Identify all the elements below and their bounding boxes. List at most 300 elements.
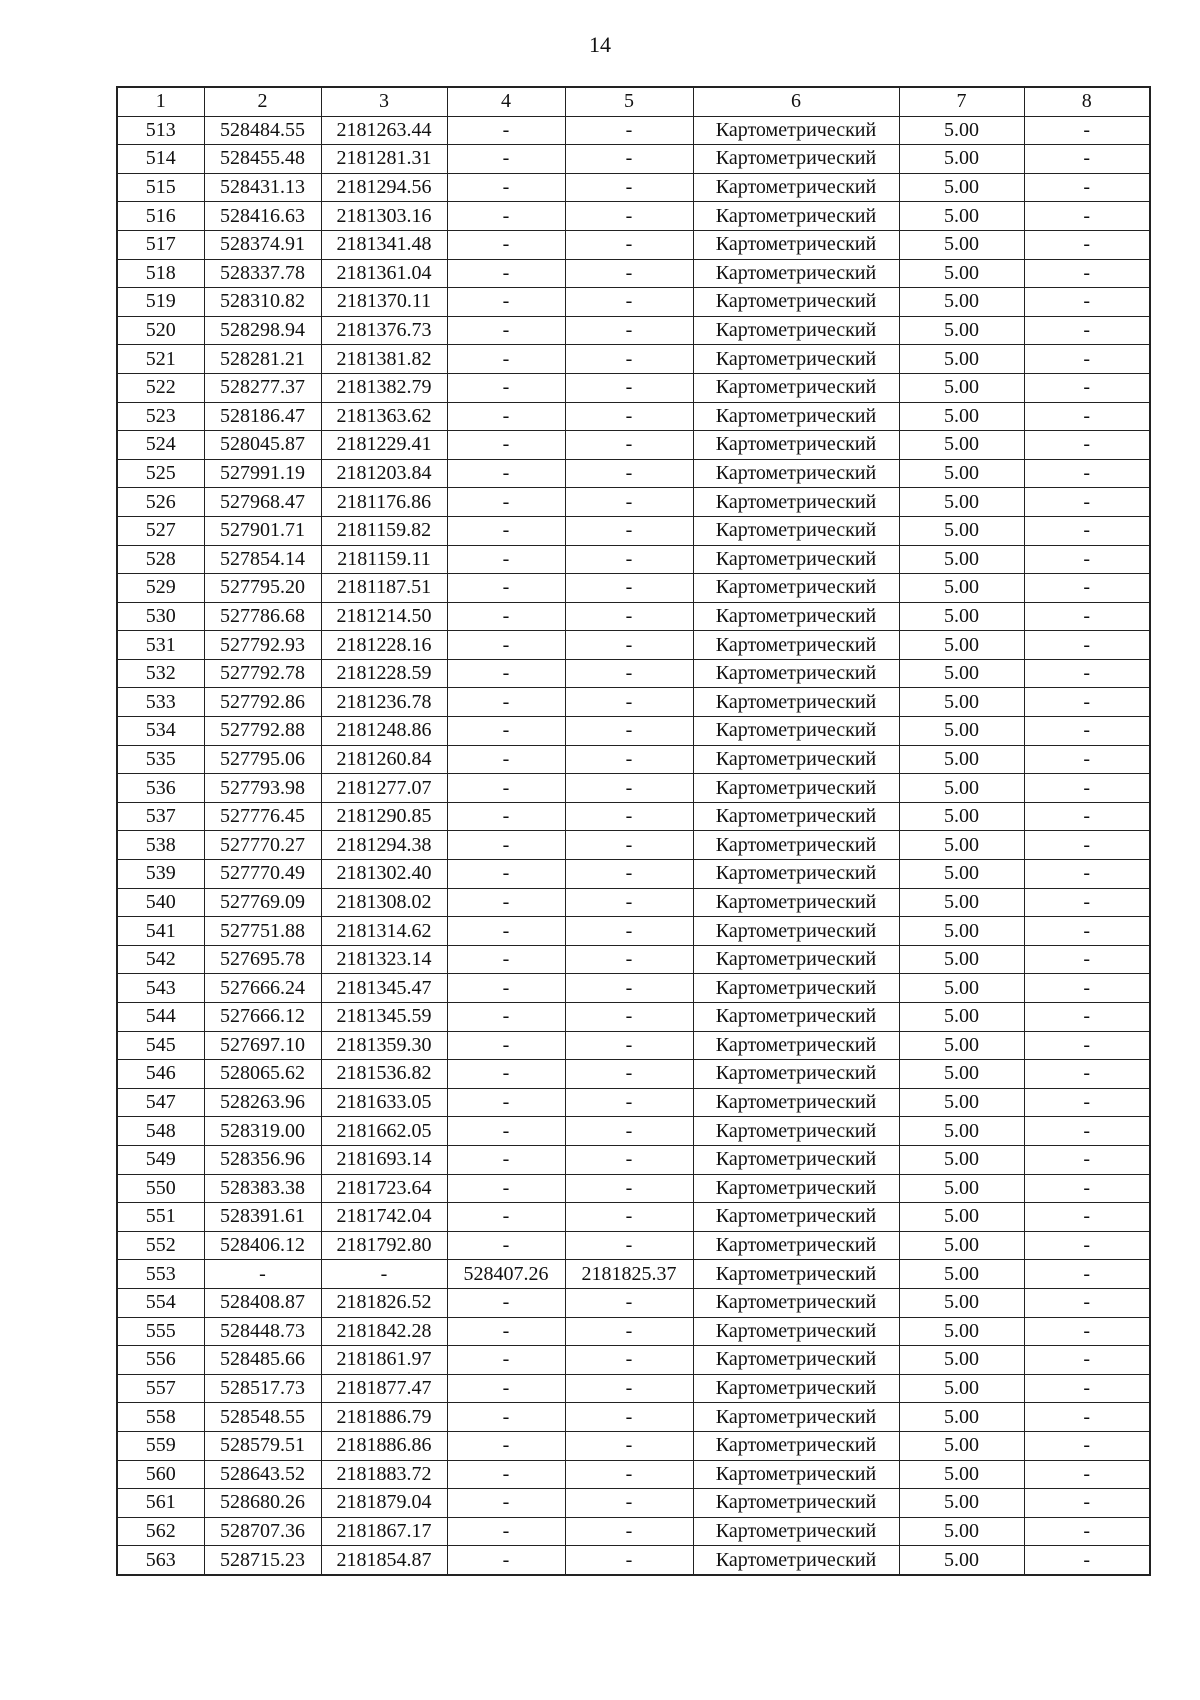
method-cell: Картометрический	[693, 1031, 899, 1060]
y-coord-cell: 2181187.51	[321, 574, 447, 603]
y-new-coord-cell: -	[565, 974, 693, 1003]
x-coord-cell: 528186.47	[204, 402, 321, 431]
method-cell: Картометрический	[693, 1374, 899, 1403]
x-new-coord-cell: -	[447, 1489, 565, 1518]
description-cell: -	[1024, 888, 1150, 917]
accuracy-cell: 5.00	[899, 1374, 1024, 1403]
method-cell: Картометрический	[693, 345, 899, 374]
accuracy-cell: 5.00	[899, 516, 1024, 545]
y-coord-cell: 2181361.04	[321, 259, 447, 288]
method-cell: Картометрический	[693, 1060, 899, 1089]
x-new-coord-cell: -	[447, 516, 565, 545]
y-coord-cell: 2181886.86	[321, 1431, 447, 1460]
y-coord-cell: 2181363.62	[321, 402, 447, 431]
y-coord-cell: 2181228.16	[321, 631, 447, 660]
accuracy-cell: 5.00	[899, 574, 1024, 603]
point-number-cell: 522	[117, 373, 204, 402]
x-coord-cell: 528406.12	[204, 1231, 321, 1260]
x-new-coord-cell: -	[447, 745, 565, 774]
description-cell: -	[1024, 1174, 1150, 1203]
point-number-cell: 516	[117, 202, 204, 231]
table-header-row	[117, 87, 1150, 116]
point-number-cell: 542	[117, 945, 204, 974]
method-cell: Картометрический	[693, 1431, 899, 1460]
description-cell: -	[1024, 145, 1150, 174]
method-cell: Картометрический	[693, 631, 899, 660]
point-number-cell: 518	[117, 259, 204, 288]
accuracy-cell: 5.00	[899, 345, 1024, 374]
description-cell: -	[1024, 717, 1150, 746]
method-cell: Картометрический	[693, 145, 899, 174]
y-coord-cell: 2181742.04	[321, 1203, 447, 1232]
table-row	[117, 1145, 1150, 1174]
x-coord-cell: 528485.66	[204, 1346, 321, 1375]
accuracy-cell: 5.00	[899, 1546, 1024, 1575]
table-row	[117, 431, 1150, 460]
y-new-coord-cell: -	[565, 259, 693, 288]
point-number-cell: 540	[117, 888, 204, 917]
accuracy-cell: 5.00	[899, 173, 1024, 202]
header-cell: 3	[321, 87, 447, 116]
table-row	[117, 116, 1150, 145]
y-new-coord-cell: -	[565, 1145, 693, 1174]
table-row	[117, 602, 1150, 631]
y-coord-cell: 2181236.78	[321, 688, 447, 717]
method-cell: Картометрический	[693, 860, 899, 889]
accuracy-cell: 5.00	[899, 860, 1024, 889]
table-row	[117, 488, 1150, 517]
y-coord-cell: 2181693.14	[321, 1145, 447, 1174]
description-cell: -	[1024, 1517, 1150, 1546]
accuracy-cell: 5.00	[899, 802, 1024, 831]
x-new-coord-cell: -	[447, 145, 565, 174]
x-new-coord-cell: -	[447, 1117, 565, 1146]
accuracy-cell: 5.00	[899, 1145, 1024, 1174]
x-coord-cell: 527697.10	[204, 1031, 321, 1060]
y-coord-cell: 2181176.86	[321, 488, 447, 517]
y-new-coord-cell: -	[565, 945, 693, 974]
y-new-coord-cell: -	[565, 545, 693, 574]
method-cell: Картометрический	[693, 1260, 899, 1289]
point-number-cell: 561	[117, 1489, 204, 1518]
header-cell: 7	[899, 87, 1024, 116]
description-cell: -	[1024, 173, 1150, 202]
x-coord-cell: 528277.37	[204, 373, 321, 402]
description-cell: -	[1024, 1403, 1150, 1432]
accuracy-cell: 5.00	[899, 1260, 1024, 1289]
method-cell: Картометрический	[693, 1231, 899, 1260]
method-cell: Картометрический	[693, 802, 899, 831]
accuracy-cell: 5.00	[899, 602, 1024, 631]
point-number-cell: 560	[117, 1460, 204, 1489]
point-number-cell: 562	[117, 1517, 204, 1546]
accuracy-cell: 5.00	[899, 1431, 1024, 1460]
method-cell: Картометрический	[693, 488, 899, 517]
x-coord-cell: 528431.13	[204, 173, 321, 202]
y-coord-cell: 2181281.31	[321, 145, 447, 174]
description-cell: -	[1024, 1203, 1150, 1232]
x-new-coord-cell: -	[447, 774, 565, 803]
point-number-cell: 532	[117, 659, 204, 688]
description-cell: -	[1024, 545, 1150, 574]
accuracy-cell: 5.00	[899, 288, 1024, 317]
method-cell: Картометрический	[693, 659, 899, 688]
table-row	[117, 1260, 1150, 1289]
y-new-coord-cell: -	[565, 1546, 693, 1575]
table-row	[117, 1517, 1150, 1546]
description-cell: -	[1024, 230, 1150, 259]
x-coord-cell: 527792.88	[204, 717, 321, 746]
x-coord-cell: 528707.36	[204, 1517, 321, 1546]
point-number-cell: 538	[117, 831, 204, 860]
table-row	[117, 1460, 1150, 1489]
method-cell: Картометрический	[693, 288, 899, 317]
point-number-cell: 551	[117, 1203, 204, 1232]
point-number-cell: 533	[117, 688, 204, 717]
y-new-coord-cell: -	[565, 288, 693, 317]
y-coord-cell: -	[321, 1260, 447, 1289]
point-number-cell: 557	[117, 1374, 204, 1403]
x-new-coord-cell: -	[447, 1145, 565, 1174]
accuracy-cell: 5.00	[899, 1288, 1024, 1317]
point-number-cell: 559	[117, 1431, 204, 1460]
method-cell: Картометрический	[693, 917, 899, 946]
accuracy-cell: 5.00	[899, 316, 1024, 345]
x-new-coord-cell: -	[447, 459, 565, 488]
x-new-coord-cell: -	[447, 1203, 565, 1232]
y-new-coord-cell: 2181825.37	[565, 1260, 693, 1289]
x-coord-cell: 528484.55	[204, 116, 321, 145]
method-cell: Картометрический	[693, 1117, 899, 1146]
x-new-coord-cell: -	[447, 917, 565, 946]
description-cell: -	[1024, 917, 1150, 946]
method-cell: Картометрический	[693, 1317, 899, 1346]
y-new-coord-cell: -	[565, 345, 693, 374]
y-new-coord-cell: -	[565, 431, 693, 460]
accuracy-cell: 5.00	[899, 774, 1024, 803]
x-new-coord-cell: -	[447, 831, 565, 860]
table-body	[117, 116, 1150, 1575]
method-cell: Картометрический	[693, 831, 899, 860]
point-number-cell: 526	[117, 488, 204, 517]
accuracy-cell: 5.00	[899, 259, 1024, 288]
description-cell: -	[1024, 774, 1150, 803]
x-new-coord-cell: -	[447, 488, 565, 517]
point-number-cell: 527	[117, 516, 204, 545]
accuracy-cell: 5.00	[899, 431, 1024, 460]
table-row	[117, 888, 1150, 917]
y-coord-cell: 2181303.16	[321, 202, 447, 231]
accuracy-cell: 5.00	[899, 1117, 1024, 1146]
point-number-cell: 547	[117, 1088, 204, 1117]
y-coord-cell: 2181159.82	[321, 516, 447, 545]
method-cell: Картометрический	[693, 1145, 899, 1174]
method-cell: Картометрический	[693, 1088, 899, 1117]
x-coord-cell: 527666.24	[204, 974, 321, 1003]
x-coord-cell: 527968.47	[204, 488, 321, 517]
x-coord-cell: 527695.78	[204, 945, 321, 974]
y-coord-cell: 2181277.07	[321, 774, 447, 803]
y-new-coord-cell: -	[565, 1003, 693, 1032]
y-new-coord-cell: -	[565, 659, 693, 688]
y-coord-cell: 2181294.38	[321, 831, 447, 860]
description-cell: -	[1024, 1374, 1150, 1403]
description-cell: -	[1024, 1288, 1150, 1317]
accuracy-cell: 5.00	[899, 116, 1024, 145]
table-row	[117, 1546, 1150, 1575]
table-row	[117, 545, 1150, 574]
x-coord-cell: 528065.62	[204, 1060, 321, 1089]
point-number-cell: 563	[117, 1546, 204, 1575]
point-number-cell: 544	[117, 1003, 204, 1032]
x-coord-cell: 528579.51	[204, 1431, 321, 1460]
x-new-coord-cell: -	[447, 1174, 565, 1203]
x-coord-cell: 528383.38	[204, 1174, 321, 1203]
y-coord-cell: 2181792.80	[321, 1231, 447, 1260]
table-row	[117, 1174, 1150, 1203]
method-cell: Картометрический	[693, 1346, 899, 1375]
accuracy-cell: 5.00	[899, 459, 1024, 488]
point-number-cell: 519	[117, 288, 204, 317]
y-coord-cell: 2181308.02	[321, 888, 447, 917]
x-coord-cell: 528517.73	[204, 1374, 321, 1403]
point-number-cell: 545	[117, 1031, 204, 1060]
y-coord-cell: 2181867.17	[321, 1517, 447, 1546]
y-new-coord-cell: -	[565, 1203, 693, 1232]
x-coord-cell: 528045.87	[204, 431, 321, 460]
x-new-coord-cell: -	[447, 431, 565, 460]
method-cell: Картометрический	[693, 516, 899, 545]
y-new-coord-cell: -	[565, 802, 693, 831]
point-number-cell: 524	[117, 431, 204, 460]
y-new-coord-cell: -	[565, 1517, 693, 1546]
y-coord-cell: 2181723.64	[321, 1174, 447, 1203]
y-new-coord-cell: -	[565, 1117, 693, 1146]
x-coord-cell: 528281.21	[204, 345, 321, 374]
table-row	[117, 402, 1150, 431]
x-new-coord-cell: -	[447, 631, 565, 660]
y-new-coord-cell: -	[565, 1288, 693, 1317]
header-cell: 2	[204, 87, 321, 116]
accuracy-cell: 5.00	[899, 974, 1024, 1003]
table-row	[117, 1374, 1150, 1403]
y-new-coord-cell: -	[565, 145, 693, 174]
y-coord-cell: 2181381.82	[321, 345, 447, 374]
y-new-coord-cell: -	[565, 774, 693, 803]
y-new-coord-cell: -	[565, 1088, 693, 1117]
method-cell: Картометрический	[693, 373, 899, 402]
coordinates-table	[116, 86, 1151, 1576]
y-new-coord-cell: -	[565, 917, 693, 946]
x-new-coord-cell: -	[447, 688, 565, 717]
table-row	[117, 1403, 1150, 1432]
y-new-coord-cell: -	[565, 488, 693, 517]
accuracy-cell: 5.00	[899, 230, 1024, 259]
method-cell: Картометрический	[693, 1203, 899, 1232]
table-row	[117, 745, 1150, 774]
y-coord-cell: 2181302.40	[321, 860, 447, 889]
method-cell: Картометрический	[693, 1460, 899, 1489]
x-coord-cell: 528643.52	[204, 1460, 321, 1489]
description-cell: -	[1024, 516, 1150, 545]
accuracy-cell: 5.00	[899, 688, 1024, 717]
description-cell: -	[1024, 1145, 1150, 1174]
table-row	[117, 288, 1150, 317]
method-cell: Картометрический	[693, 717, 899, 746]
table-row	[117, 574, 1150, 603]
y-coord-cell: 2181662.05	[321, 1117, 447, 1146]
x-new-coord-cell: -	[447, 1346, 565, 1375]
accuracy-cell: 5.00	[899, 1031, 1024, 1060]
table-row	[117, 831, 1150, 860]
x-coord-cell: 528310.82	[204, 288, 321, 317]
x-coord-cell: 528448.73	[204, 1317, 321, 1346]
table-row	[117, 1346, 1150, 1375]
y-new-coord-cell: -	[565, 116, 693, 145]
method-cell: Картометрический	[693, 431, 899, 460]
y-new-coord-cell: -	[565, 316, 693, 345]
description-cell: -	[1024, 831, 1150, 860]
y-coord-cell: 2181229.41	[321, 431, 447, 460]
x-coord-cell: 527769.09	[204, 888, 321, 917]
accuracy-cell: 5.00	[899, 1460, 1024, 1489]
x-new-coord-cell: -	[447, 802, 565, 831]
accuracy-cell: 5.00	[899, 1003, 1024, 1032]
method-cell: Картометрический	[693, 459, 899, 488]
y-coord-cell: 2181376.73	[321, 316, 447, 345]
x-coord-cell: 527751.88	[204, 917, 321, 946]
point-number-cell: 520	[117, 316, 204, 345]
description-cell: -	[1024, 373, 1150, 402]
x-coord-cell: 527901.71	[204, 516, 321, 545]
point-number-cell: 517	[117, 230, 204, 259]
y-coord-cell: 2181228.59	[321, 659, 447, 688]
x-new-coord-cell: -	[447, 1088, 565, 1117]
x-new-coord-cell: -	[447, 402, 565, 431]
y-coord-cell: 2181536.82	[321, 1060, 447, 1089]
table-row	[117, 974, 1150, 1003]
table-row	[117, 1231, 1150, 1260]
table-row	[117, 1288, 1150, 1317]
y-new-coord-cell: -	[565, 1317, 693, 1346]
point-number-cell: 546	[117, 1060, 204, 1089]
x-coord-cell: 527793.98	[204, 774, 321, 803]
x-coord-cell: 528408.87	[204, 1288, 321, 1317]
point-number-cell: 552	[117, 1231, 204, 1260]
x-new-coord-cell: -	[447, 173, 565, 202]
y-new-coord-cell: -	[565, 230, 693, 259]
method-cell: Картометрический	[693, 1403, 899, 1432]
x-new-coord-cell: -	[447, 202, 565, 231]
y-new-coord-cell: -	[565, 1489, 693, 1518]
x-new-coord-cell: -	[447, 259, 565, 288]
header-cell: 4	[447, 87, 565, 116]
x-new-coord-cell: -	[447, 1003, 565, 1032]
y-new-coord-cell: -	[565, 1346, 693, 1375]
x-coord-cell: 528416.63	[204, 202, 321, 231]
point-number-cell: 537	[117, 802, 204, 831]
x-new-coord-cell: -	[447, 373, 565, 402]
accuracy-cell: 5.00	[899, 373, 1024, 402]
page-number: 14	[589, 32, 611, 57]
accuracy-cell: 5.00	[899, 1317, 1024, 1346]
table-row	[117, 631, 1150, 660]
table-row	[117, 1088, 1150, 1117]
x-coord-cell: 527770.27	[204, 831, 321, 860]
y-new-coord-cell: -	[565, 831, 693, 860]
y-coord-cell: 2181879.04	[321, 1489, 447, 1518]
point-number-cell: 515	[117, 173, 204, 202]
y-new-coord-cell: -	[565, 173, 693, 202]
description-cell: -	[1024, 745, 1150, 774]
y-new-coord-cell: -	[565, 1431, 693, 1460]
y-coord-cell: 2181341.48	[321, 230, 447, 259]
table-row	[117, 1203, 1150, 1232]
x-new-coord-cell: -	[447, 1517, 565, 1546]
accuracy-cell: 5.00	[899, 917, 1024, 946]
method-cell: Картометрический	[693, 230, 899, 259]
table-row	[117, 860, 1150, 889]
y-new-coord-cell: -	[565, 688, 693, 717]
description-cell: -	[1024, 802, 1150, 831]
method-cell: Картометрический	[693, 688, 899, 717]
point-number-cell: 541	[117, 917, 204, 946]
x-new-coord-cell: -	[447, 1460, 565, 1489]
x-new-coord-cell: 528407.26	[447, 1260, 565, 1289]
description-cell: -	[1024, 659, 1150, 688]
accuracy-cell: 5.00	[899, 831, 1024, 860]
x-coord-cell: 527792.78	[204, 659, 321, 688]
y-coord-cell: 2181886.79	[321, 1403, 447, 1432]
x-new-coord-cell: -	[447, 1231, 565, 1260]
accuracy-cell: 5.00	[899, 631, 1024, 660]
point-number-cell: 553	[117, 1260, 204, 1289]
x-coord-cell: 528391.61	[204, 1203, 321, 1232]
y-coord-cell: 2181294.56	[321, 173, 447, 202]
method-cell: Картометрический	[693, 745, 899, 774]
accuracy-cell: 5.00	[899, 717, 1024, 746]
x-new-coord-cell: -	[447, 717, 565, 746]
x-new-coord-cell: -	[447, 945, 565, 974]
x-coord-cell: 528337.78	[204, 259, 321, 288]
x-coord-cell: 528455.48	[204, 145, 321, 174]
accuracy-cell: 5.00	[899, 1203, 1024, 1232]
point-number-cell: 521	[117, 345, 204, 374]
description-cell: -	[1024, 488, 1150, 517]
point-number-cell: 536	[117, 774, 204, 803]
x-new-coord-cell: -	[447, 1060, 565, 1089]
y-coord-cell: 2181633.05	[321, 1088, 447, 1117]
table-row	[117, 717, 1150, 746]
y-coord-cell: 2181263.44	[321, 116, 447, 145]
x-new-coord-cell: -	[447, 574, 565, 603]
table-row	[117, 145, 1150, 174]
point-number-cell: 529	[117, 574, 204, 603]
x-coord-cell: -	[204, 1260, 321, 1289]
x-new-coord-cell: -	[447, 1374, 565, 1403]
description-cell: -	[1024, 316, 1150, 345]
table-row	[117, 802, 1150, 831]
method-cell: Картометрический	[693, 316, 899, 345]
method-cell: Картометрический	[693, 1546, 899, 1575]
x-coord-cell: 527666.12	[204, 1003, 321, 1032]
y-coord-cell: 2181314.62	[321, 917, 447, 946]
header-cell: 8	[1024, 87, 1150, 116]
table-row	[117, 1317, 1150, 1346]
y-coord-cell: 2181260.84	[321, 745, 447, 774]
accuracy-cell: 5.00	[899, 1231, 1024, 1260]
y-coord-cell: 2181203.84	[321, 459, 447, 488]
